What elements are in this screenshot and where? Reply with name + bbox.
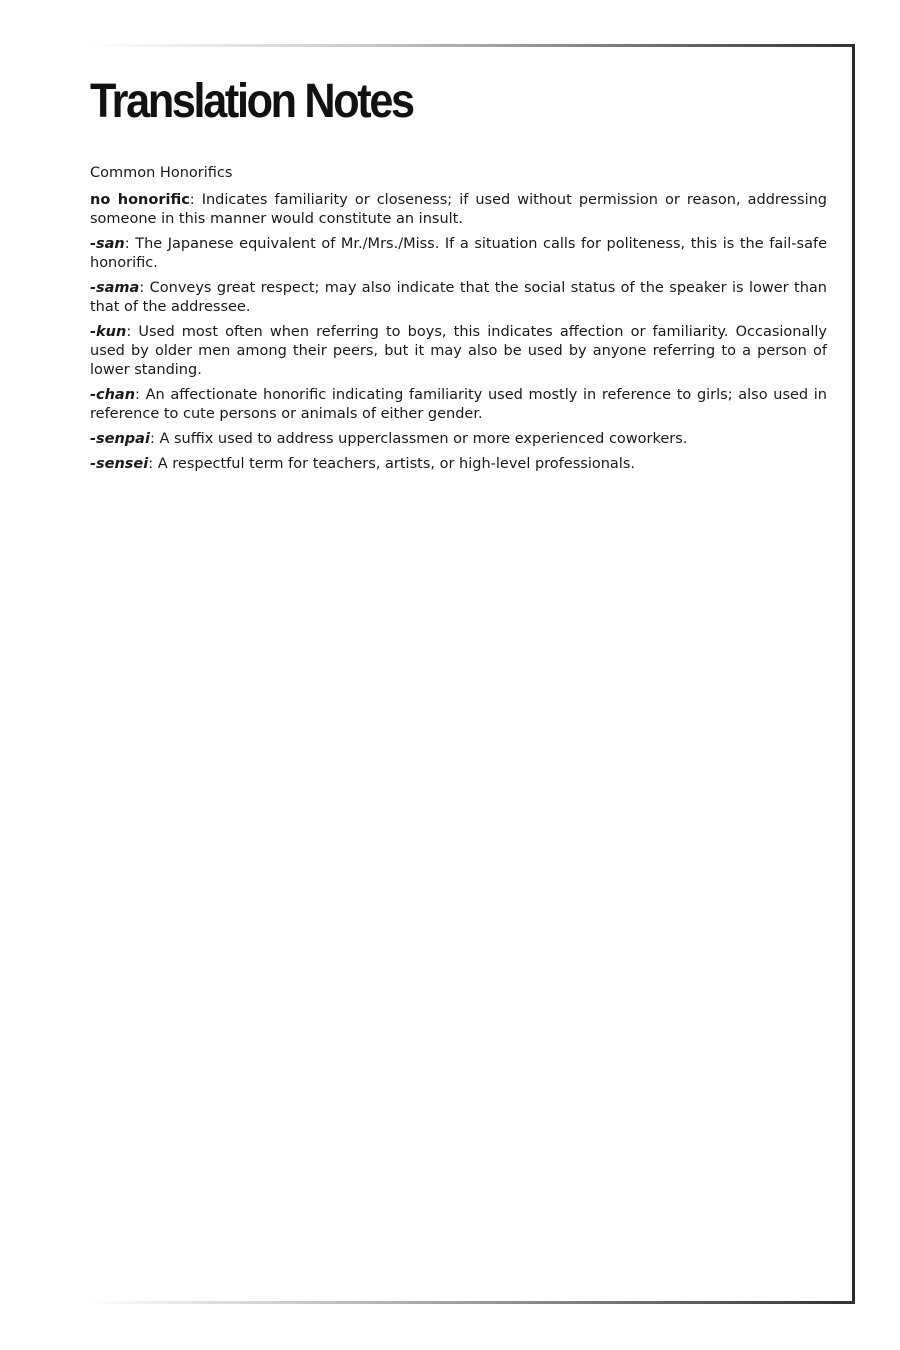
bottom-border-rule	[88, 1301, 855, 1304]
entry-definition: A respectful term for teachers, artists, or high-level professionals.	[153, 456, 635, 472]
entry-san	[90, 235, 827, 273]
entry-definition: Used most often when referring to boys, this indicates affection or familiarity. Occasionally used by older men among their peers, but it may also be used by anyone referring to a person of lower standing.	[90, 324, 827, 378]
entry-term: -sensei	[90, 456, 149, 472]
entry-chan	[90, 386, 827, 424]
entry-separator: :	[135, 387, 140, 403]
entry-definition: The Japanese equivalent of Mr./Mrs./Miss. If a situation calls for politeness, this is the fail-safe honorific.	[90, 236, 827, 271]
entry-kun	[90, 323, 827, 380]
entry-definition: Conveys great respect; may also indicate that the social status of the speaker is lower than that of the addressee.	[90, 280, 827, 315]
entry-term: -chan	[90, 387, 136, 403]
page-title: Translation Notes	[90, 75, 413, 128]
honorifics-section	[90, 164, 827, 480]
entry-separator: :	[124, 236, 130, 252]
entry-definition: An affectionate honorific indicating familiarity used mostly in reference to girls; also used in reference to cute persons or animals of either gender.	[90, 387, 827, 422]
entry-term: -senpai	[90, 431, 150, 447]
entry-separator: :	[139, 280, 145, 296]
entry-term: -kun	[90, 324, 127, 340]
right-border-rule	[852, 44, 855, 1304]
top-border-rule	[88, 44, 855, 47]
entry-sama	[90, 279, 827, 317]
entry-term: no honorific	[90, 192, 190, 208]
entry-separator: :	[189, 192, 195, 208]
entry-separator: :	[148, 456, 154, 472]
entry-definition: Indicates familiarity or closeness; if used without permission or reason, addressing someone in this manner would constitute an insult.	[90, 192, 827, 227]
entry-separator: :	[126, 324, 132, 340]
section-heading: Common Honorifics	[90, 165, 233, 181]
entry-separator: :	[149, 431, 155, 447]
entry-term: -san	[90, 236, 125, 252]
entry-senpai	[90, 430, 827, 449]
entry-sensei	[90, 455, 827, 474]
entry-definition: A suffix used to address upperclassmen or more experienced coworkers.	[154, 431, 688, 447]
entry-term: -sama	[90, 280, 140, 296]
entry-no-honorific	[90, 191, 827, 229]
